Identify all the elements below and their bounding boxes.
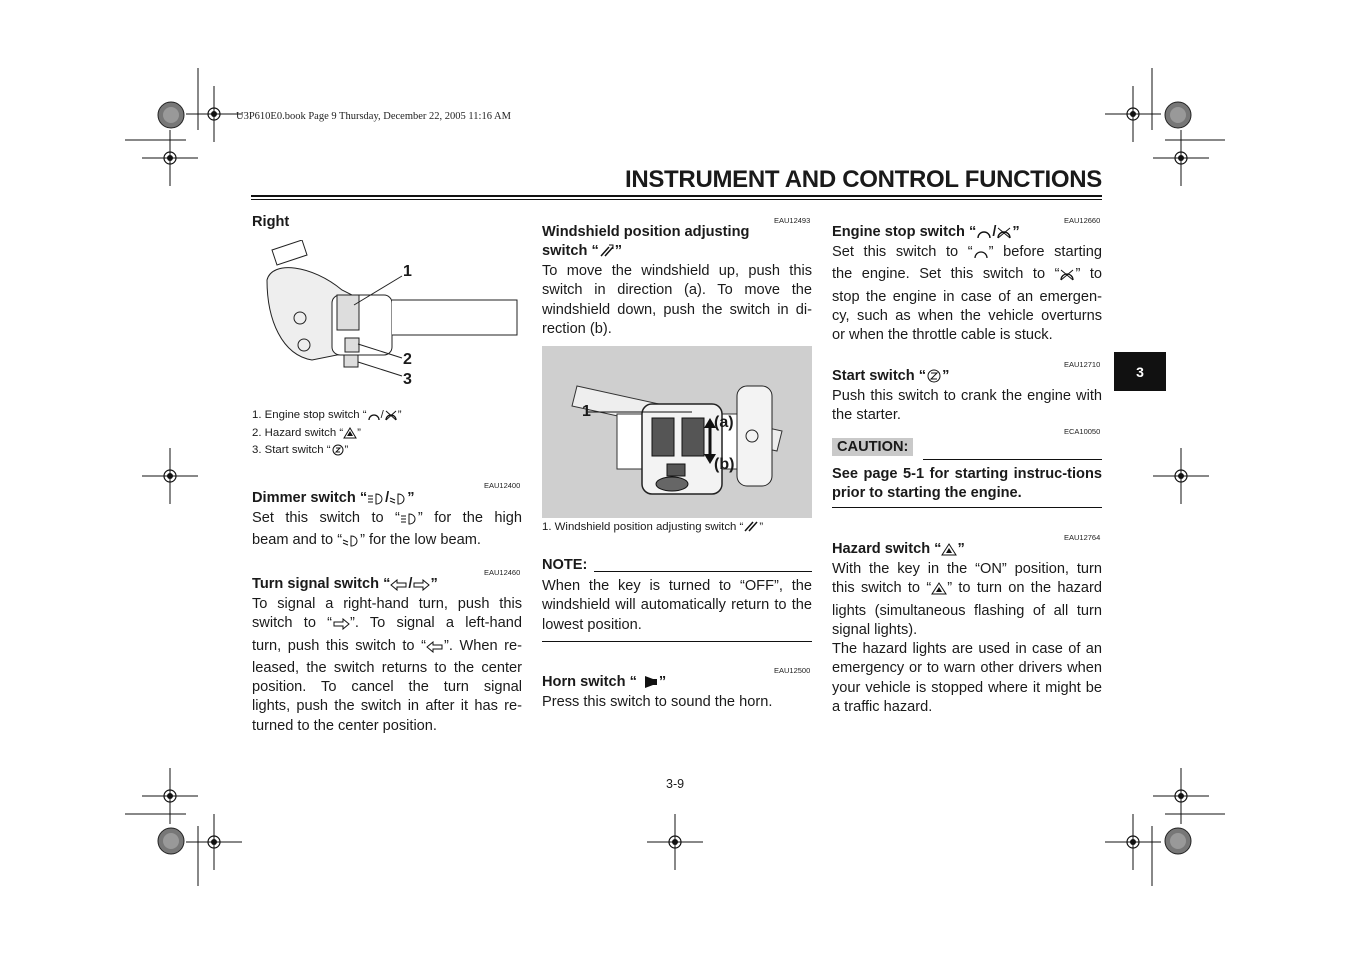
title-rule	[251, 195, 1102, 197]
turn-right-icon-inline	[332, 617, 350, 636]
hazard-icon-inline	[931, 582, 947, 601]
low-beam-icon-inline	[342, 534, 360, 553]
engine-stop-title: Engine stop switch “ / ”	[832, 223, 1020, 245]
callout-2: 2	[403, 351, 412, 368]
turn-left-icon-inline	[426, 640, 444, 659]
code-windshield: EAU12493	[774, 216, 811, 225]
hazard-title: Hazard switch “ ”	[832, 540, 965, 562]
windshield-title: Windshield position adjusting switch “ ”	[542, 223, 749, 265]
callout-3: 3	[403, 371, 412, 388]
caution-text: See page 5-1 for starting instruc-tions prior to starting the engine.	[832, 466, 1102, 502]
dimmer-title: Dimmer switch “ / ”	[252, 489, 415, 511]
note-rule-bottom	[542, 641, 812, 642]
note-rule-top	[594, 571, 812, 572]
note-text: When the key is turned to “OFF”, the windshield will automatically return to the lowest position.	[542, 578, 812, 633]
code-caution: ECA10050	[1064, 427, 1101, 436]
code-turn: EAU12460	[484, 568, 521, 577]
engine-stop-icon-inline	[1059, 268, 1075, 287]
high-beam-icon-inline	[400, 512, 418, 531]
horn-title: Horn switch “ ”	[542, 673, 666, 695]
chapter-tab: 3	[1114, 352, 1166, 391]
code-engine-stop: EAU12660	[1064, 216, 1101, 225]
caution-rule-top	[923, 459, 1102, 460]
page-number: 3-9	[666, 777, 685, 791]
windshield-label-b: (b)	[714, 456, 735, 473]
title-rule-thin	[251, 199, 1102, 200]
code-dimmer: EAU12400	[484, 481, 521, 490]
code-start: EAU12710	[1064, 360, 1101, 369]
windshield-text: To move the windshield up, push this switch in direction (a). To move the windshield down, push the switch in di-rection (b).	[542, 263, 812, 337]
caution-label: CAUTION:	[832, 438, 913, 456]
code-hazard: EAU12764	[1064, 533, 1101, 542]
right-heading: Right	[252, 214, 290, 230]
engine-stop-text: Set this switch to “ ” before starting the engine. Set this switch to “ ” to stop the engine in case of an emergen- cy, such as when the vehicle overturns or when the throttle cable is stuck.	[832, 244, 1102, 344]
start-text: Push this switch to crank the engine with the starter.	[832, 388, 1102, 424]
dimmer-text: Set this switch to “ ” for the high beam and to “ ” for the low beam.	[252, 509, 522, 554]
right-handlebar-figure	[252, 240, 522, 395]
code-horn: EAU12500	[774, 666, 811, 675]
start-icon	[331, 444, 345, 463]
turn-title: Turn signal switch “ / ”	[252, 575, 438, 597]
file-info: U3P610E0.book Page 9 Thursday, December 22, 2005 11:16 AM	[236, 111, 511, 122]
windshield-switch-figure	[542, 346, 812, 518]
caption-engine-stop: 1. Engine stop switch “ / ”	[252, 407, 402, 428]
callout-1: 1	[403, 263, 412, 280]
caption-hazard: 2. Hazard switch “ ”	[252, 425, 361, 446]
note-label: NOTE:	[542, 557, 588, 573]
caption-start: 3. Start switch “ ”	[252, 442, 348, 463]
start-title: Start switch “ ”	[832, 367, 949, 389]
engine-run-icon-inline	[973, 246, 989, 265]
section-title: INSTRUMENT AND CONTROL FUNCTIONS	[624, 166, 1102, 193]
turn-text: To signal a right-hand turn, push this switch to “ ”. To signal a left-hand turn, push this switch to “ ”. When re- leased, the switch returns to the center position. To cancel the turn signal lights, push the switch in after it has re- turned to the center position.	[252, 596, 522, 734]
engine-stop-icon	[384, 409, 398, 428]
windshield-label-a: (a)	[714, 414, 734, 431]
horn-text: Press this switch to sound the horn.	[542, 694, 773, 710]
windshield-callout-1: 1	[582, 403, 591, 420]
hazard-text: With the key in the “ON” position, turn this switch to “ ” to turn on the hazard lights (simultaneous flashing of all turn signal lights). The hazard lights are used in case of an emergency or to warn other drivers when your vehicle is stopped where it might be a traffic hazard.	[832, 561, 1103, 716]
engine-run-icon	[367, 409, 381, 428]
windshield-caption: 1. Windshield position adjusting switch “ ”	[542, 519, 763, 540]
caution-rule-bottom	[832, 507, 1102, 508]
windshield-icon-caption	[743, 519, 759, 540]
